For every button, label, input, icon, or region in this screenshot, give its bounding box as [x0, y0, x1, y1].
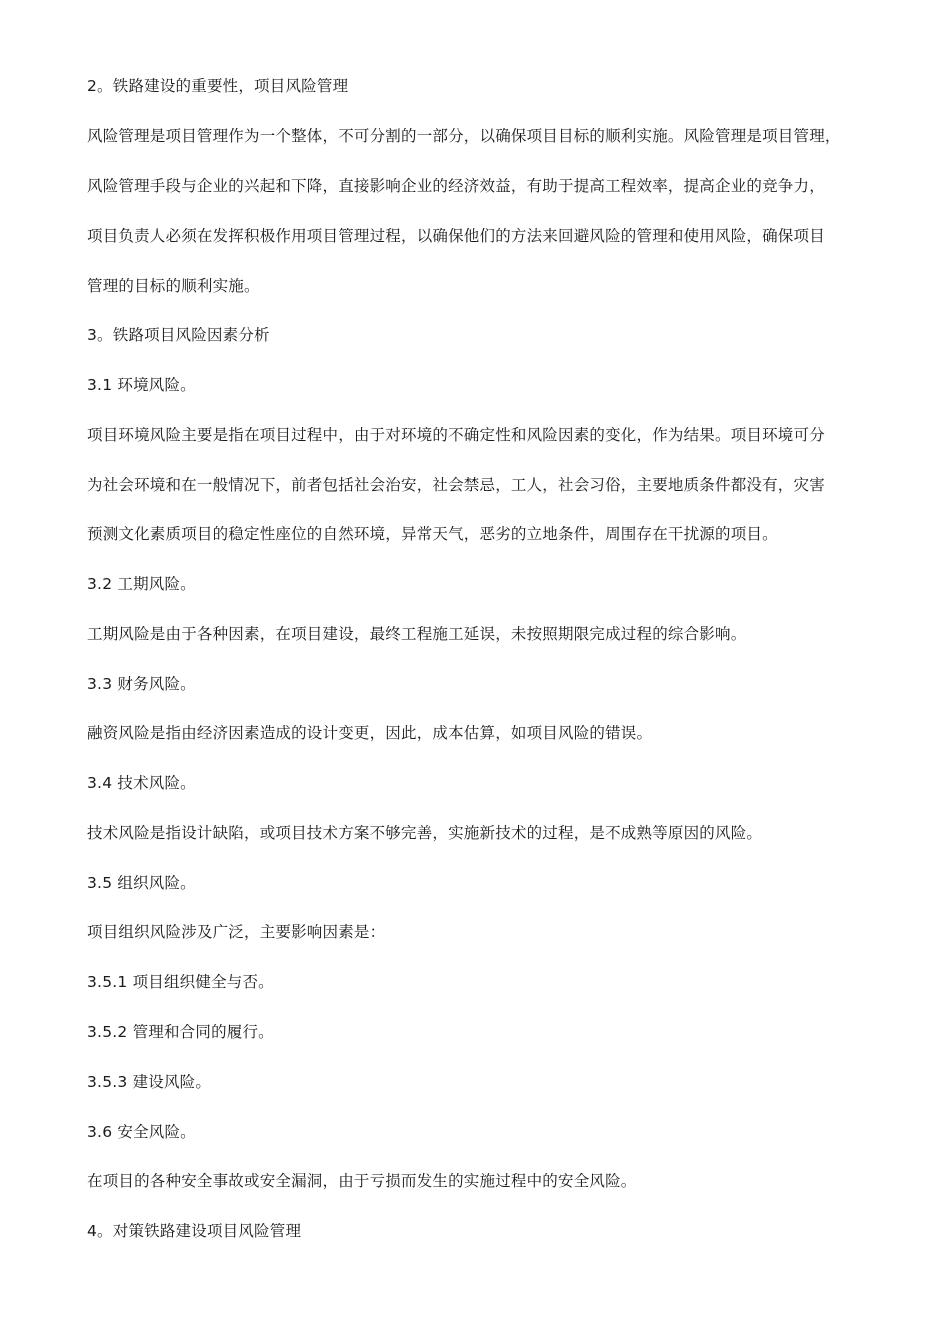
- subsection-heading-3-1: 3.1 环境风险。: [87, 376, 196, 394]
- paragraph-line: 项目负责人必须在发挥积极作用项目管理过程，以确保他们的方法来回避风险的管理和使用风险，确保项目: [87, 227, 825, 245]
- paragraph-line: 项目环境风险主要是指在项目过程中，由于对环境的不确定性和风险因素的变化，作为结果。项目环境可分: [87, 426, 825, 444]
- paragraph-line: 预测文化素质项目的稳定性座位的自然环境，异常天气，恶劣的立地条件，周围存在干扰源的项目。: [87, 525, 778, 543]
- section-heading-2: 2。铁路建设的重要性，项目风险管理: [87, 77, 349, 95]
- list-item-3-5-1: 3.5.1 项目组织健全与否。: [87, 973, 274, 991]
- paragraph-line: 为社会环境和在一般情况下，前者包括社会治安，社会禁忌，工人，社会习俗，主要地质条件都没有，灾害: [87, 476, 825, 494]
- subsection-heading-3-2: 3.2 工期风险。: [87, 575, 196, 593]
- subsection-heading-3-6: 3.6 安全风险。: [87, 1123, 196, 1141]
- list-item-3-5-2: 3.5.2 管理和合同的履行。: [87, 1023, 274, 1041]
- paragraph-line: 技术风险是指设计缺陷，或项目技术方案不够完善，实施新技术的过程，是不成熟等原因的风险。: [87, 824, 763, 842]
- paragraph-line: 项目组织风险涉及广泛，主要影响因素是：: [87, 923, 386, 941]
- section-heading-4: 4。对策铁路建设项目风险管理: [87, 1222, 302, 1240]
- subsection-heading-3-3: 3.3 财务风险。: [87, 675, 196, 693]
- section-heading-3: 3。铁路项目风险因素分析: [87, 326, 270, 344]
- paragraph-line: 风险管理手段与企业的兴起和下降，直接影响企业的经济效益，有助于提高工程效率，提高企业的竞争力，: [87, 177, 825, 195]
- paragraph-line: 在项目的各种安全事故或安全漏洞，由于亏损而发生的实施过程中的安全风险。: [87, 1172, 637, 1190]
- subsection-heading-3-4: 3.4 技术风险。: [87, 774, 196, 792]
- subsection-heading-3-5: 3.5 组织风险。: [87, 874, 196, 892]
- paragraph-line: 工期风险是由于各种因素，在项目建设，最终工程施工延误，未按照期限完成过程的综合影响。: [87, 625, 747, 643]
- paragraph-line: 风险管理是项目管理作为一个整体，不可分割的一部分，以确保项目目标的顺利实施。风险管理是项目管理，: [87, 127, 841, 145]
- list-item-3-5-3: 3.5.3 建设风险。: [87, 1073, 212, 1091]
- paragraph-line: 管理的目标的顺利实施。: [87, 277, 260, 295]
- paragraph-line: 融资风险是指由经济因素造成的设计变更，因此，成本估算，如项目风险的错误。: [87, 724, 653, 742]
